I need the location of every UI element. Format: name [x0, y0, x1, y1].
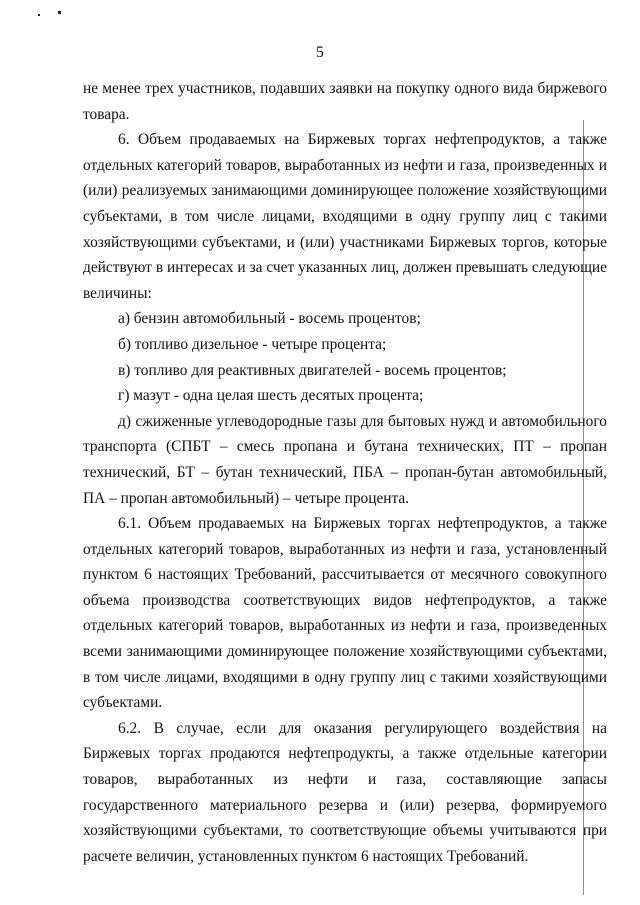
- list-item-a: а) бензин автомобильный - восемь процентов;: [118, 310, 421, 328]
- paragraph-item-6-1: 6.1. Объем продаваемых на Биржевых торгах нефтепродуктов, а также отдельных категорий товаров, выработанных из нефти и газа, установленный пунктом 6 настоящих Требований, рассчитывается от месячного совокупного объема производства соответствующих видов нефтепродуктов, а также отдельных категорий товаров, выработанных из нефти и газа, произведенных всеми занимающими доминирующее положение хозяйствующими субъектами, в том числе лицами, входящими в одну группу лиц с такими хозяйствующими субъектами.: [83, 515, 607, 712]
- scan-speck: [38, 14, 40, 16]
- list-item-b: б) топливо дизельное - четыре процента;: [118, 335, 387, 353]
- list-item-g: г) мазут - одна целая шесть десятых процента;: [118, 387, 424, 405]
- scan-speck: [58, 11, 61, 14]
- paragraph-item-6: 6. Объем продаваемых на Биржевых торгах нефтепродуктов, а также отдельных категорий товаров, выработанных из нефти и газа, произведенных и (или) реализуемых занимающими доминирующее положение хозяйствующими субъектами, в том числе лицами, входящими в одну группу лиц с такими хозяйствующими субъектами, и (или) участниками Биржевых торгов, которые действуют в интересах и за счет указанных лиц, должен превышать следующие величины:: [83, 131, 607, 302]
- paragraph-item-6-2: 6.2. В случае, если для оказания регулирующего воздействия на Биржевых торгах продаются нефтепродукты, а также отдельные категории товаров, выработанных из нефти и газа, составляющие запасы государственного материального резерва и (или) резерва, формируемого хозяйствующими субъектами, то соответствующие объемы учитываются при расчете величин, установленных пунктом 6 настоящих Требований.: [83, 719, 607, 865]
- list-item-d: д) сжиженные углеводородные газы для бытовых нужд и автомобильного транспорта (СПБТ – смесь пропана и бутана технических, ПТ – пропан технический, БТ – бутан технический, ПБА – пропан-бутан автомобильный, ПА – пропан автомобильный) – четыре процента.: [83, 412, 607, 507]
- document-body: [83, 76, 607, 869]
- paragraph-continuation: не менее трех участников, подавших заявки на покупку одного вида биржевого товара.: [83, 80, 607, 123]
- page-number: 5: [315, 44, 325, 61]
- list-item-v: в) топливо для реактивных двигателей - восемь процентов;: [118, 361, 507, 379]
